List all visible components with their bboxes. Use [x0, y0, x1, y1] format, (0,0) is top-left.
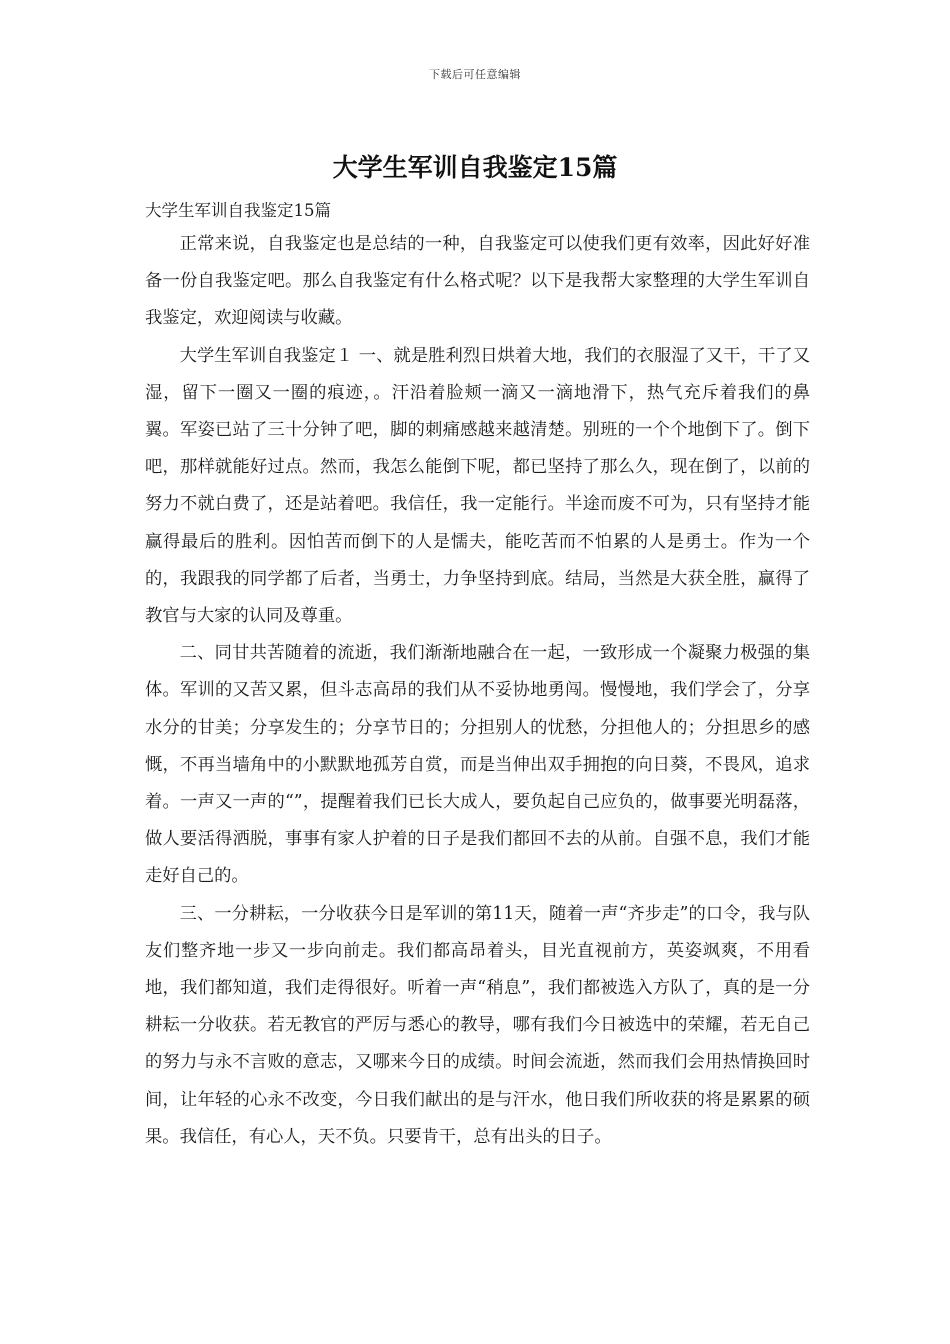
header-note: 下载后可任意编辑: [429, 68, 521, 81]
document-subtitle: 大学生军训自我鉴定15篇: [145, 201, 331, 220]
document-body: [145, 197, 810, 1156]
paragraph-section-1: 大学生军训自我鉴定１ 一、就是胜利烈日烘着大地，我们的衣服湿了又干，干了又湿，留下一圈又一圈的痕迹，。汗沿着脸颊一滴又一滴地滑下，热气充斥着我们的鼻翼。军姿已站了三十分钟了吧，脚的刺痛感越来越清楚。别班的一个个地倒下了。倒下吧，那样就能好过点。然而，我怎么能倒下呢，都已坚持了那么久，现在倒了，以前的努力不就白费了，还是站着吧。我信任，我一定能行。半途而废不可为，只有坚持才能赢得最后的胜利。因怕苦而倒下的人是懦夫，能吃苦而不怕累的人是勇士。作为一个的，我跟我的同学都了后者，当勇士，力争坚持到底。结局，当然是大获全胜，赢得了教官与大家的认同及尊重。: [145, 345, 810, 627]
paragraph-section-3: 三、一分耕耘，一分收获今日是军训的第11天，随着一声“齐步走”的口令，我与队友们整齐地一步又一步向前走。我们都高昂着头，目光直视前方，英姿飒爽，不用看地，我们都知道，我们走得很好。听着一声“稍息”，我们都被选入方队了，真的是一分耕耘一分收获。若无教官的严厉与悉心的教导，哪有我们今日被选中的荣耀，若无自己的努力与永不言败的意志，又哪来今日的成绩。时间会流逝，然而我们会用热情换回时间，让年轻的心永不改变，今日我们献出的是与汗水，他日我们所收获的将是累累的硕果。我信任，有心人，天不负。只要肯干，总有出头的日子。: [145, 903, 810, 1147]
document-title: 大学生军训自我鉴定15篇: [332, 153, 618, 182]
paragraph-intro: 正常来说，自我鉴定也是总结的一种，自我鉴定可以使我们更有效率，因此好好准备一份自我鉴定吧。那么自我鉴定有什么格式呢？以下是我帮大家整理的大学生军训自我鉴定，欢迎阅读与收藏。: [145, 234, 810, 329]
paragraph-section-2: 二、同甘共苦随着的流逝，我们渐渐地融合在一起，一致形成一个凝聚力极强的集体。军训的又苦又累，但斗志高昂的我们从不妥协地勇闯。慢慢地，我们学会了，分享水分的甘美；分享发生的；分享节日的；分担别人的忧愁，分担他人的；分担思乡的感慨，不再当墙角中的小默默地孤芳自赏，而是当伸出双手拥抱的向日葵，不畏风，追求着。一声又一声的“”，提醒着我们已长大成人，要负起自己应负的，做事要光明磊落，做人要活得洒脱，事事有家人护着的日子是我们都回不去的从前。自强不息，我们才能走好自己的。: [145, 643, 810, 887]
